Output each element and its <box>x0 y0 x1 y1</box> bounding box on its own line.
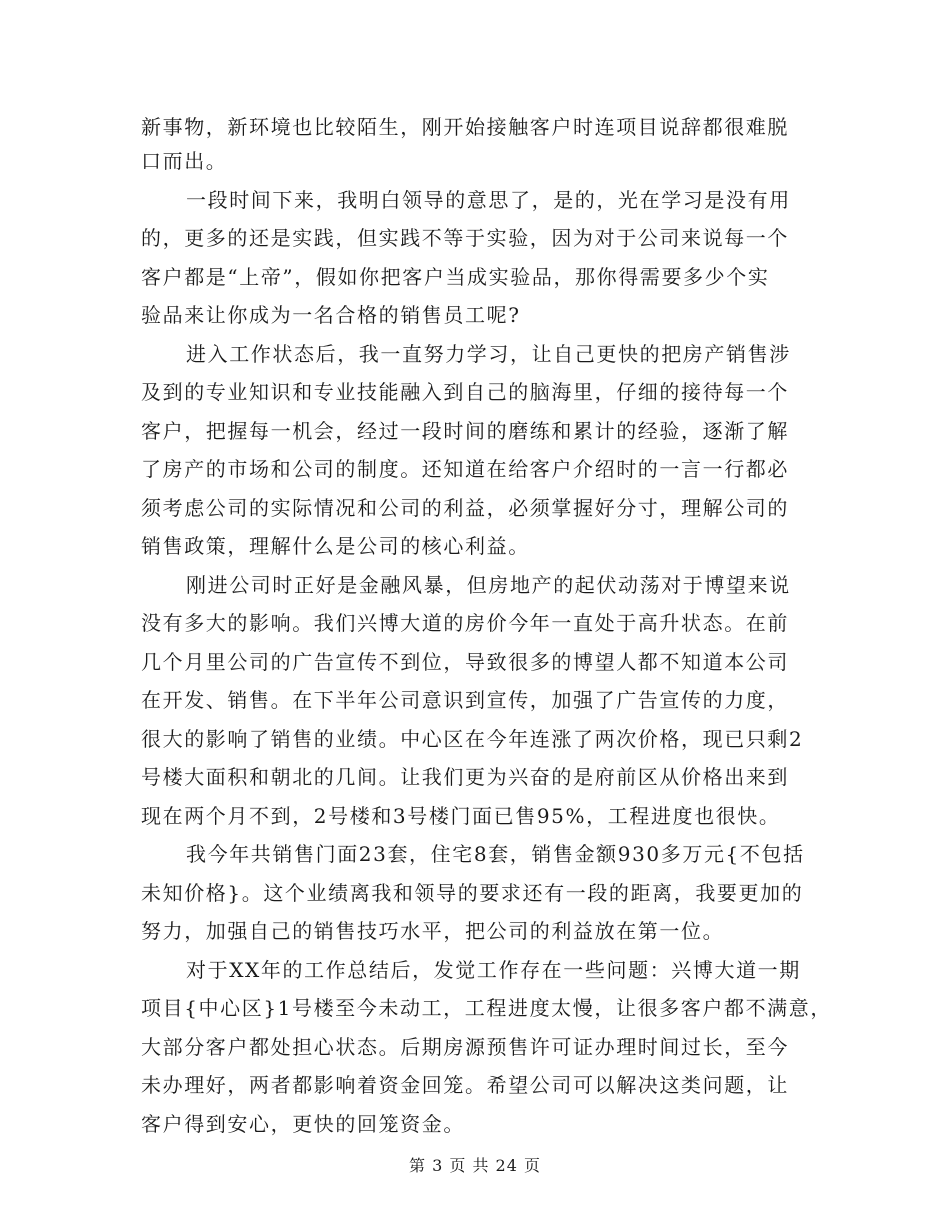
text-line: 了房产的市场和公司的制度。还知道在给客户介绍时的一言一行都必 <box>141 457 789 481</box>
text-line: 号楼大面积和朝北的几间。让我们更为兴奋的是府前区从价格出来到 <box>141 765 789 789</box>
text-line: 及到的专业知识和专业技能融入到自己的脑海里，仔细的接待每一个 <box>141 380 789 404</box>
text-line: 进入工作状态后，我一直努力学习，让自己更快的把房产销售涉 <box>186 342 791 366</box>
text-line: 现在两个月不到，2号楼和3号楼门面已售95%，工程进度也很快。 <box>141 804 781 828</box>
text-line: 未办理好，两者都影响着资金回笼。希望公司可以解决这类问题，让 <box>141 1073 789 1097</box>
text-line: 客户得到安心，更快的回笼资金。 <box>141 1112 465 1136</box>
text-line: 大部分客户都处担心状态。后期房源预售许可证办理时间过长，至今 <box>141 1035 789 1059</box>
text-line: 我今年共销售门面23套，住宅8套，销售金额930多万元{不包括 <box>186 842 805 866</box>
text-line: 须考虑公司的实际情况和公司的利益，必须掌握好分寸，理解公司的 <box>141 496 789 520</box>
text-line: 一段时间下来，我明白领导的意思了，是的，光在学习是没有用 <box>186 188 791 212</box>
text-line: 没有多大的影响。我们兴博大道的房价今年一直处于高升状态。在前 <box>141 611 789 635</box>
text-line: 的，更多的还是实践，但实践不等于实验，因为对于公司来说每一个 <box>141 226 789 250</box>
text-line: 在开发、销售。在下半年公司意识到宣传，加强了广告宣传的力度， <box>141 688 789 712</box>
text-line: 新事物，新环境也比较陌生，刚开始接触客户时连项目说辞都很难脱 <box>141 115 789 139</box>
text-line: 刚进公司时正好是金融风暴，但房地产的起伏动荡对于博望来说 <box>186 573 791 597</box>
text-line: 客户都是“上帝”，假如你把客户当成实验品，那你得需要多少个实 <box>141 265 770 289</box>
text-line: 项目{中心区}1号楼至今未动工，工程进度太慢，让很多客户都不满意， <box>141 996 832 1020</box>
text-line: 很大的影响了销售的业绩。中心区在今年连涨了两次价格，现已只剩2 <box>141 727 804 751</box>
text-line: 几个月里公司的广告宣传不到位，导致很多的博望人都不知道本公司 <box>141 650 789 674</box>
text-line: 验品来让你成为一名合格的销售员工呢? <box>141 303 521 327</box>
text-line: 口而出。 <box>141 149 228 173</box>
text-line: 未知价格}。这个业绩离我和领导的要求还有一段的距离，我要更加的 <box>141 881 804 905</box>
text-line: 销售政策，理解什么是公司的核心利益。 <box>141 534 530 558</box>
text-line: 努力，加强自己的销售技巧水平，把公司的利益放在第一位。 <box>141 919 725 943</box>
text-line: 客户，把握每一机会，经过一段时间的磨练和累计的经验，逐渐了解 <box>141 419 789 443</box>
text-line: 对于XX年的工作总结后，发觉工作存在一些问题：兴博大道一期 <box>186 958 801 982</box>
page-number: 第 3 页 共 24 页 <box>409 1156 541 1175</box>
